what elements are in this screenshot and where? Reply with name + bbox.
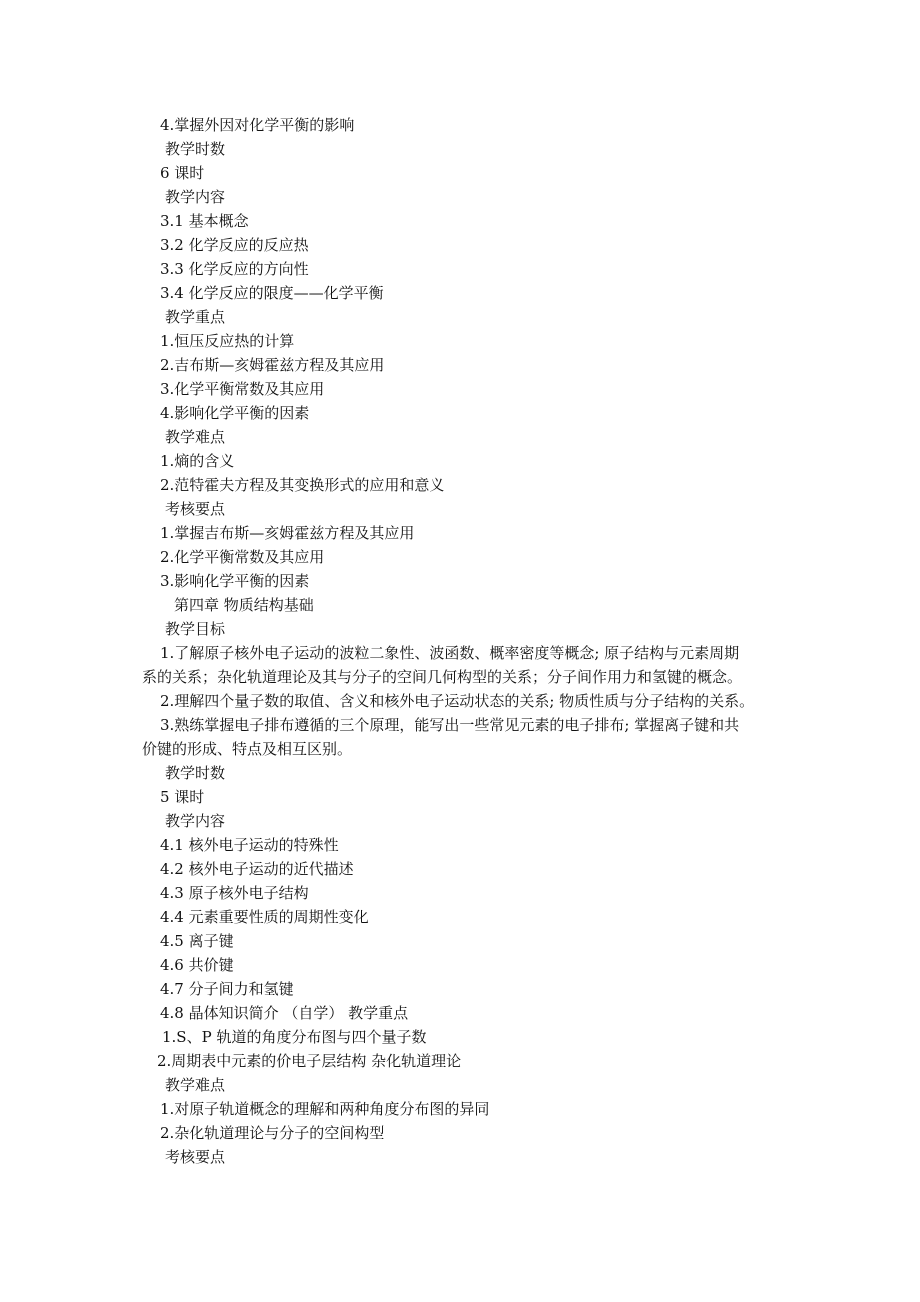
text-line: 4.影响化学平衡的因素 bbox=[160, 404, 310, 422]
text-line: 3.4 化学反应的限度——化学平衡 bbox=[160, 284, 384, 302]
text-line: 3.化学平衡常数及其应用 bbox=[160, 380, 325, 398]
text-line: 2.理解四个量子数的取值、含义和核外电子运动状态的关系; 物质性质与分子结构的关系。 bbox=[160, 692, 755, 710]
text-line: 2.吉布斯—亥姆霍兹方程及其应用 bbox=[160, 356, 385, 374]
text-line: 3.熟练掌握电子排布遵循的三个原理，能写出一些常见元素的电子排布; 掌握离子键和共 bbox=[160, 716, 740, 734]
text-line: 1.了解原子核外电子运动的波粒二象性、波函数、概率密度等概念; 原子结构与元素周期 bbox=[160, 644, 740, 662]
text-line: 教学目标 bbox=[165, 620, 226, 638]
text-line: 3.2 化学反应的反应热 bbox=[160, 236, 309, 254]
text-line: 教学时数 bbox=[165, 140, 226, 158]
text-line: 考核要点 bbox=[165, 1148, 226, 1166]
text-line: 教学难点 bbox=[165, 1076, 226, 1094]
text-line: 1.对原子轨道概念的理解和两种角度分布图的异同 bbox=[160, 1100, 490, 1118]
text-line: 3.影响化学平衡的因素 bbox=[160, 572, 310, 590]
text-line: 教学重点 bbox=[165, 308, 226, 326]
text-line: 4.4 元素重要性质的周期性变化 bbox=[160, 908, 369, 926]
text-line: 教学难点 bbox=[165, 428, 226, 446]
text-line: 4.3 原子核外电子结构 bbox=[160, 884, 309, 902]
text-line: 教学时数 bbox=[165, 764, 226, 782]
text-line: 1.掌握吉布斯—亥姆霍兹方程及其应用 bbox=[160, 524, 415, 542]
text-line: 3.3 化学反应的方向性 bbox=[160, 260, 309, 278]
text-line: 4.1 核外电子运动的特殊性 bbox=[160, 836, 339, 854]
text-line: 2.化学平衡常数及其应用 bbox=[160, 548, 325, 566]
text-line: 系的关系；杂化轨道理论及其与分子的空间几何构型的关系；分子间作用力和氢键的概念。 bbox=[142, 668, 743, 686]
text-line: 第四章 物质结构基础 bbox=[174, 596, 314, 614]
text-line: 4.6 共价键 bbox=[160, 956, 234, 974]
text-line: 6 课时 bbox=[160, 164, 205, 182]
text-line: 考核要点 bbox=[165, 500, 226, 518]
text-line: 2.范特霍夫方程及其变换形式的应用和意义 bbox=[160, 476, 445, 494]
text-line: 3.1 基本概念 bbox=[160, 212, 249, 230]
text-line: 4.2 核外电子运动的近代描述 bbox=[160, 860, 354, 878]
text-line: 4.8 晶体知识简介 （自学） 教学重点 bbox=[160, 1004, 409, 1022]
text-line: 1.恒压反应热的计算 bbox=[160, 332, 295, 350]
text-line: 1.熵的含义 bbox=[160, 452, 235, 470]
text-line: 2.杂化轨道理论与分子的空间构型 bbox=[160, 1124, 385, 1142]
text-line: 5 课时 bbox=[160, 788, 205, 806]
text-line: 4.7 分子间力和氢键 bbox=[160, 980, 294, 998]
text-line: 4.掌握外因对化学平衡的影响 bbox=[160, 116, 355, 134]
text-line: 教学内容 bbox=[165, 812, 226, 830]
text-line: 4.5 离子键 bbox=[160, 932, 234, 950]
text-line: 价键的形成、特点及相互区别。 bbox=[142, 740, 353, 758]
text-line: 教学内容 bbox=[165, 188, 226, 206]
text-line: 1.S、P 轨道的角度分布图与四个量子数 bbox=[162, 1028, 427, 1046]
text-line: 2.周期表中元素的价电子层结构 杂化轨道理论 bbox=[157, 1052, 462, 1070]
